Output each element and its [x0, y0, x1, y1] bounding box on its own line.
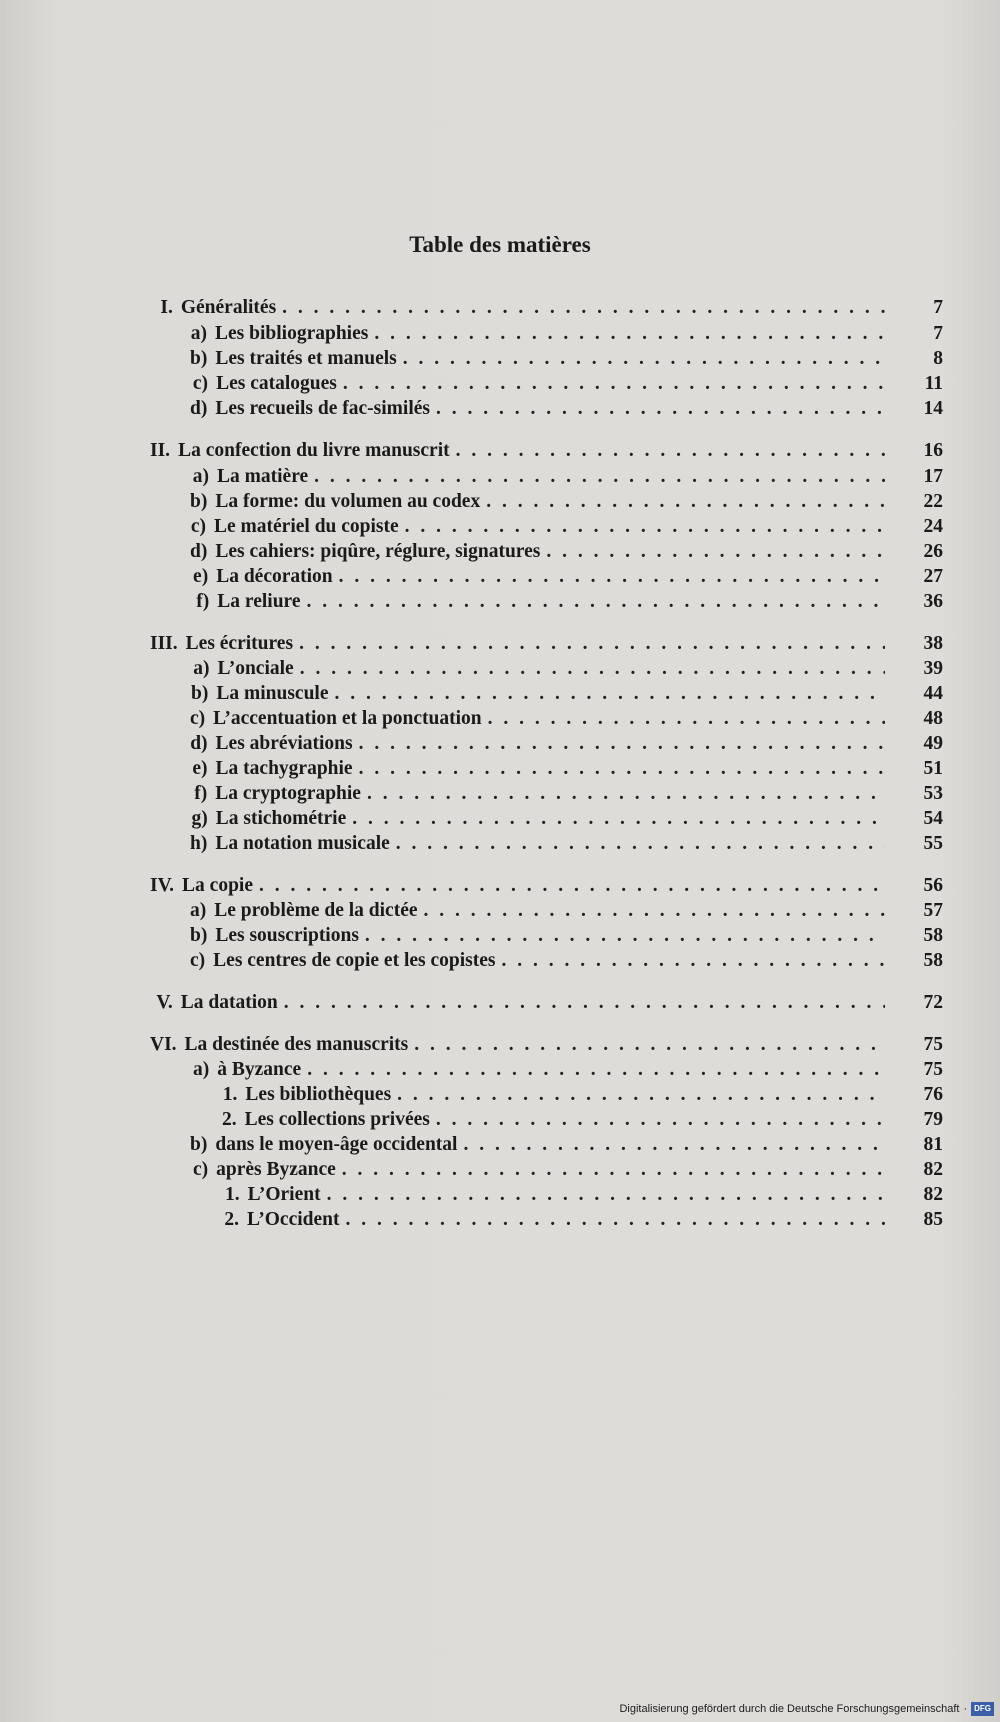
toc-subsection-row — [222, 1184, 943, 1210]
toc-page-number: 55 — [923, 833, 943, 854]
toc-dot-leader — [405, 516, 885, 538]
toc-section-row — [190, 323, 943, 349]
toc-entry-label: Les bibliographies — [215, 323, 369, 344]
toc-entry-number: 2. — [224, 1209, 240, 1230]
toc-entry-label: Les recueils de fac-similés — [215, 398, 430, 419]
toc-entry-number: V. — [156, 992, 173, 1013]
toc-entry-number: a) — [193, 1059, 210, 1080]
toc-dot-leader — [403, 348, 885, 370]
toc-entry-label: Les centres de copie et les copistes — [213, 950, 496, 971]
toc-dot-leader — [314, 466, 885, 488]
toc-page-number: 17 — [923, 466, 943, 487]
toc-page-number: 75 — [923, 1034, 943, 1055]
toc-entry-label: Les traités et manuels — [215, 348, 397, 369]
toc-dot-leader — [359, 758, 885, 780]
toc-dot-leader — [359, 733, 885, 755]
toc-chapter-row — [150, 440, 943, 466]
toc-entry-label: La notation musicale — [215, 833, 390, 854]
toc-dot-leader — [486, 491, 885, 513]
toc-dot-leader — [335, 683, 886, 705]
toc-page-number: 7 — [933, 297, 943, 318]
toc-entry-number: d) — [190, 733, 208, 754]
dfg-logo-icon: DFG — [971, 1702, 994, 1716]
toc-section-row — [190, 833, 943, 859]
toc-entry-label: La confection du livre manuscrit — [178, 440, 450, 461]
toc-dot-leader — [343, 373, 885, 395]
toc-section-row — [190, 591, 943, 617]
toc-page-number: 82 — [923, 1184, 943, 1205]
toc-page-number: 8 — [933, 348, 943, 369]
toc-dot-leader — [307, 591, 885, 613]
toc-section-row — [190, 950, 943, 976]
toc-section-row — [190, 516, 943, 542]
toc-chapter-row — [150, 875, 943, 901]
toc-dot-leader — [424, 900, 885, 922]
toc-entry-label: La destinée des manuscrits — [184, 1034, 409, 1055]
toc-entry-label: Les écritures — [185, 633, 294, 654]
toc-page-number: 56 — [923, 875, 943, 896]
toc-section-row — [190, 783, 943, 809]
toc-entry-number: g) — [191, 808, 208, 829]
toc-page-number: 36 — [923, 591, 943, 612]
toc-entry-number: d) — [190, 398, 208, 419]
toc-page-number: 81 — [923, 1134, 943, 1155]
toc-entry-label: L’onciale — [217, 658, 294, 679]
toc-entry-label: L’Occident — [247, 1209, 340, 1230]
toc-entry-label: Les cahiers: piqûre, réglure, signatures — [215, 541, 541, 562]
toc-entry-number: b) — [190, 1134, 208, 1155]
toc-chapter-row — [150, 633, 943, 659]
toc-page-number: 27 — [923, 566, 943, 587]
toc-entry-number: a) — [193, 658, 210, 679]
toc-entry-number: c) — [192, 373, 209, 394]
toc-section-row — [190, 398, 943, 424]
toc-section-row — [190, 541, 943, 567]
footer-separator: · — [963, 1703, 968, 1715]
page-title: Table des matières — [409, 232, 591, 257]
toc-section-row — [190, 1159, 943, 1185]
toc-entry-number: b) — [190, 348, 208, 369]
toc-page-number: 11 — [924, 373, 943, 394]
toc-page-number: 48 — [923, 708, 943, 729]
toc-entry-label: La tachygraphie — [215, 758, 353, 779]
toc-dot-leader — [284, 992, 885, 1014]
toc-entry-number: a) — [190, 900, 207, 921]
toc-entry-number: c) — [190, 950, 206, 971]
toc-page-number: 58 — [923, 925, 943, 946]
toc-subsection-row — [222, 1209, 943, 1235]
toc-entry-number: a) — [192, 466, 210, 487]
toc-entry-number: f) — [196, 591, 210, 612]
toc-entry-number: c) — [190, 708, 206, 729]
toc-page-number: 51 — [923, 758, 943, 779]
toc-entry-number: VI. — [150, 1034, 177, 1055]
toc-section-row — [190, 491, 943, 517]
toc-page-number: 14 — [923, 398, 943, 419]
toc-section-row — [190, 733, 943, 759]
toc-page-number: 22 — [923, 491, 943, 512]
toc-entry-number: e) — [192, 758, 208, 779]
toc-section-row — [190, 708, 943, 734]
toc-entry-label: Les souscriptions — [215, 925, 359, 946]
toc-entry-label: Les abréviations — [215, 733, 353, 754]
toc-section-row — [190, 683, 943, 709]
toc-entry-label: L’accentuation et la ponctuation — [213, 708, 482, 729]
toc-page-number: 49 — [923, 733, 943, 754]
toc-entry-label: Généralités — [180, 297, 277, 318]
footer-text: Digitalisierung gefördert durch die Deutsche Forschungsgemeinschaft — [619, 1703, 960, 1715]
toc-entry-number: f) — [194, 783, 208, 804]
toc-section-row — [190, 466, 943, 492]
toc-section-row — [190, 348, 943, 374]
toc-dot-leader — [307, 1059, 885, 1081]
toc-dot-leader — [299, 633, 885, 655]
toc-page-number: 53 — [923, 783, 943, 804]
toc-page-number: 72 — [923, 992, 943, 1013]
toc-dot-leader — [339, 566, 885, 588]
toc-dot-leader — [342, 1159, 885, 1181]
toc-entry-number: d) — [190, 541, 208, 562]
toc-entry-label: La matière — [217, 466, 309, 487]
toc-page-number: 24 — [923, 516, 943, 537]
toc-section-row — [190, 808, 943, 834]
toc-entry-label: Le matériel du copiste — [214, 516, 399, 537]
toc-entry-label: Les catalogues — [216, 373, 337, 394]
toc-dot-leader — [488, 708, 885, 730]
toc-entry-number: b) — [190, 491, 208, 512]
toc-dot-leader — [436, 398, 885, 420]
toc-dot-leader — [463, 1134, 885, 1156]
toc-section-row — [190, 1134, 943, 1160]
toc-entry-number: b) — [191, 683, 209, 704]
toc-entry-label: La copie — [182, 875, 254, 896]
toc-entry-label: La forme: du volumen au codex — [215, 491, 481, 512]
toc-dot-leader — [367, 783, 885, 805]
toc-entry-label: Le problème de la dictée — [214, 900, 418, 921]
toc-dot-leader — [414, 1034, 885, 1056]
toc-entry-number: IV. — [150, 875, 175, 896]
toc-dot-leader — [397, 1084, 885, 1106]
toc-dot-leader — [300, 658, 885, 680]
toc-chapter-row — [150, 992, 943, 1018]
toc-entry-number: c) — [192, 1159, 209, 1180]
toc-section-row — [190, 658, 943, 684]
toc-section-row — [190, 566, 943, 592]
toc-chapter-row — [150, 297, 943, 323]
toc-dot-leader — [374, 323, 885, 345]
toc-section-row — [190, 373, 943, 399]
toc-dot-leader — [282, 297, 885, 319]
toc-entry-number: c) — [190, 516, 206, 537]
toc-page-number: 16 — [923, 440, 943, 461]
toc-entry-number: h) — [190, 833, 208, 854]
toc-page-number: 82 — [923, 1159, 943, 1180]
toc-dot-leader — [546, 541, 885, 563]
toc-entry-label: Les collections privées — [244, 1109, 430, 1130]
toc-dot-leader — [436, 1109, 885, 1131]
toc-page-number: 39 — [923, 658, 943, 679]
toc-dot-leader — [259, 875, 885, 897]
digitization-credit — [619, 1700, 994, 1718]
toc-subsection-row — [222, 1109, 943, 1135]
toc-entry-label: L’Orient — [247, 1184, 321, 1205]
toc-page-number: 7 — [933, 323, 943, 344]
toc-dot-leader — [327, 1184, 885, 1206]
toc-section-row — [190, 758, 943, 784]
toc-entry-number: 1. — [222, 1084, 238, 1105]
toc-entry-number: e) — [193, 566, 209, 587]
toc-entry-label: à Byzance — [217, 1059, 302, 1080]
toc-entry-label: La cryptographie — [215, 783, 361, 804]
toc-page-number: 26 — [923, 541, 943, 562]
toc-entry-number: a) — [190, 323, 208, 344]
toc-entry-label: dans le moyen-âge occidental — [215, 1134, 458, 1155]
toc-entry-label: La décoration — [216, 566, 333, 587]
toc-page-number: 44 — [923, 683, 943, 704]
toc-page-number: 75 — [923, 1059, 943, 1080]
toc-dot-leader — [346, 1209, 886, 1231]
toc-entry-label: La reliure — [217, 591, 301, 612]
toc-subsection-row — [222, 1084, 943, 1110]
toc-page-number: 79 — [923, 1109, 943, 1130]
toc-page-number: 54 — [923, 808, 943, 829]
toc-entry-number: II. — [150, 440, 171, 461]
toc-page-number: 58 — [923, 950, 943, 971]
toc-page-number: 85 — [923, 1209, 943, 1230]
toc-dot-leader — [396, 833, 885, 855]
toc-page-number: 57 — [923, 900, 943, 921]
toc-section-row — [190, 925, 943, 951]
toc-entry-number: I. — [160, 297, 173, 318]
toc-entry-label: La datation — [180, 992, 278, 1013]
toc-entry-number: b) — [190, 925, 208, 946]
toc-page-number: 38 — [923, 633, 943, 654]
toc-entry-label: Les bibliothèques — [245, 1084, 392, 1105]
toc-dot-leader — [501, 950, 885, 972]
toc-entry-number: III. — [150, 633, 178, 654]
toc-page-number: 76 — [923, 1084, 943, 1105]
toc-entry-number: 1. — [225, 1184, 240, 1205]
toc-dot-leader — [365, 925, 885, 947]
toc-entry-label: La stichométrie — [215, 808, 347, 829]
toc-entry-number: 2. — [222, 1109, 237, 1130]
toc-section-row — [190, 900, 943, 926]
toc-chapter-row — [150, 1034, 943, 1060]
toc-dot-leader — [352, 808, 885, 830]
toc-dot-leader — [456, 440, 885, 462]
toc-section-row — [190, 1059, 943, 1085]
toc-entry-label: après Byzance — [216, 1159, 336, 1180]
toc-entry-label: La minuscule — [216, 683, 329, 704]
